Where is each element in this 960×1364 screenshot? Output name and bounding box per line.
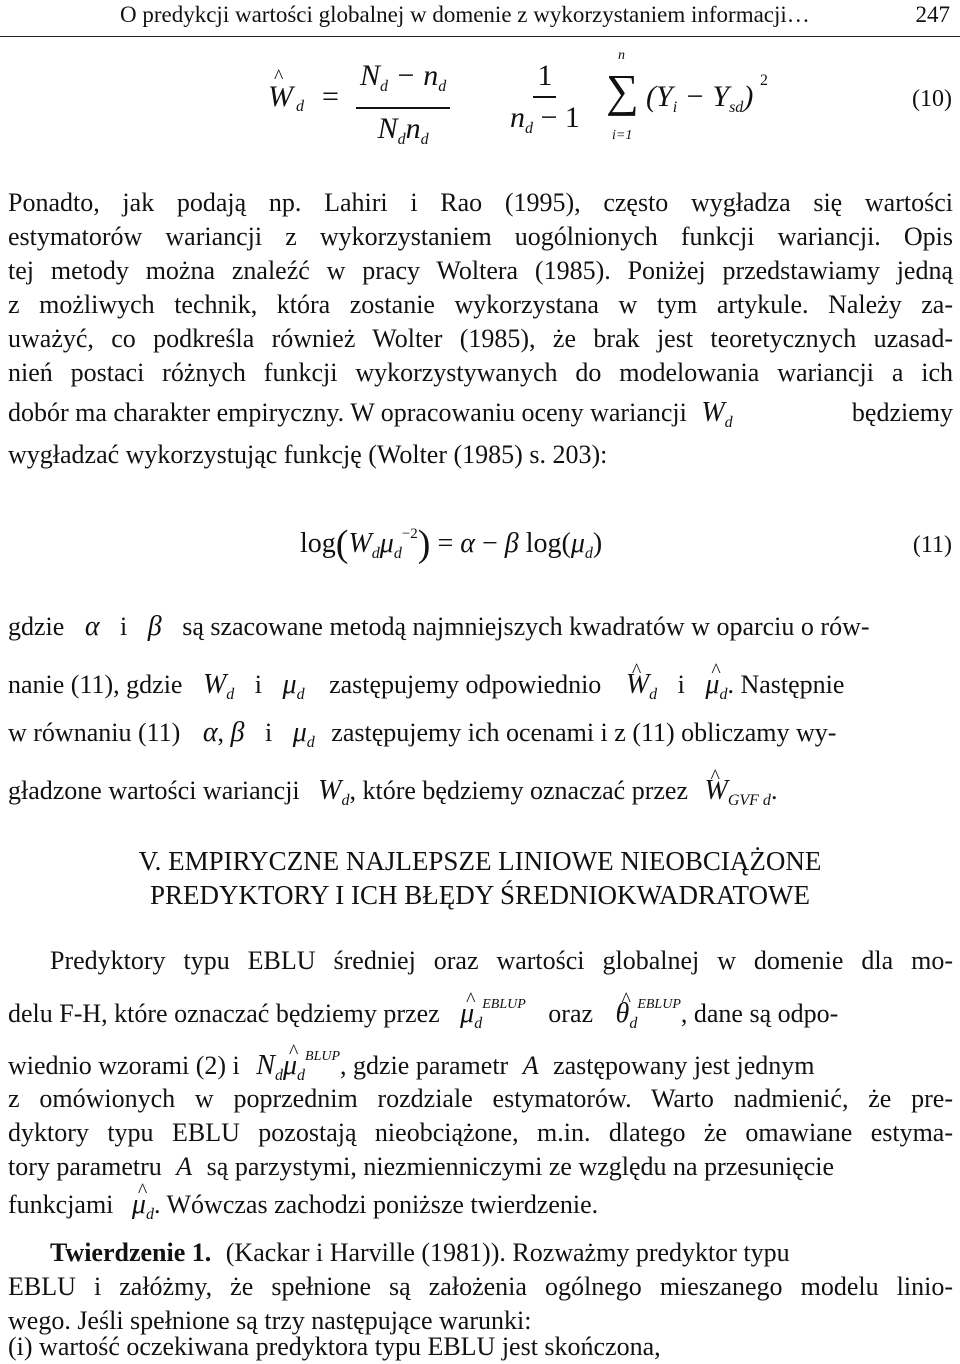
running-title: O predykcji wartości globalnej w domenie z wykorzystaniem informacji…: [120, 2, 810, 27]
text-line: z możliwych technik, która zostanie wykorzystana w tym artykule. Należy za-: [8, 290, 953, 319]
text-line: funkcjami ^ $\mu_d$. Wówczas zachodzi poniższe twierdzenie.: [8, 1188, 953, 1232]
equation-11: $\log(W_d\mu_d^{-2}) = \alpha - \beta$ $\log(\mu_d)$: [300, 523, 603, 565]
theorem-line: Twierdzenie 1. (Kackar i Harville (1981)). Rozważmy predyktor typu: [50, 1238, 790, 1267]
text-line: estymatorów wariancji z wykorzystaniem uogólnionych funkcji wariancji. Opis: [8, 222, 953, 251]
text-line: Ponadto, jak podają np. Lahiri i Rao (1995), często wygładza się wartości: [8, 188, 953, 217]
running-header: [0, 0, 960, 37]
text-line: tory parametru A są parzystymi, niezmienniczymi ze względu na przesunięcie: [8, 1152, 835, 1181]
section-heading-line: PREDYKTORY I ICH BŁĘDY ŚREDNIOKWADRATOWE: [150, 880, 810, 910]
text-line: nień postaci różnych funkcji wykorzystywanych do modelowania wariancji a ich: [8, 358, 953, 387]
text-line: tej metody można znaleźć w pracy Woltera (1985). Poniżej przedstawiamy jedną: [8, 256, 953, 285]
text-line: Predyktory typu EBLU średniej oraz wartości globalnej w domenie dla mo-: [50, 946, 953, 975]
text-line: dyktory typu EBLU pozostają nieobciążone, m.in. dlatego że omawiane estyma-: [8, 1118, 953, 1147]
text-line: nanie (11), gdzie $W_d$ i $\mu_d$ zastępujemy odpowiednio ^ $W_d$ i ^ $\mu_d$. Następnie: [8, 668, 953, 712]
text-line: z omówionych w poprzednim rozdziale estymatorów. Warto nadmienić, że pre-: [8, 1084, 953, 1113]
equation-number-10: (10): [912, 86, 952, 112]
text-line: gdzie α i β są szacowane metodą najmniejszych kwadratów w oparciu o rów-: [8, 611, 870, 642]
text-line: w równaniu (11) α, β i $\mu_d$ zastępujemy ich ocenami i z (11) obliczamy wy-: [8, 717, 837, 751]
page-number: 247: [915, 2, 950, 27]
text-line: gładzone wartości wariancji $W_d$, które będziemy oznaczać przez ^ $W_{GVF d}$.: [8, 774, 953, 818]
equation-number-11: (11): [912, 532, 952, 558]
text-line: dobór ma charakter empiryczny. W opracowaniu oceny wariancji $W_d$ będziemy: [8, 397, 953, 431]
page: O predykcji wartości globalnej w domenie z wykorzystaniem informacji… 247 ^ W d = $N_d - n_d$ $N_dn_d$ $\frac{1}{n_d - 1}$ ∑ n i=1 $(Y_i - Y_{sd})$ 2 (10) Ponadto, jak podają np. Lahiri i Rao (1995), często wygładza się wartości estymatorów wariancji z wykorzystaniem uogólnionych funkcji wariancji. Opis tej metody można znaleźć w pracy Woltera (1985). Poniżej przedstawiamy jedną z możliwych technik, która zostanie wykorzystana w tym artykule. Należy za- uważyć, co podkreśla również Wolter (1985), że brak jest teoretycznych uzasad- nień postaci różnych funkcji wykorzystywanych do modelowania wariancji a ich dobór ma charakter empiryczny. W opracowaniu oceny wariancji $W_d$ będziemy wygładzać wykorzystując funkcję (Wolter (1985) s. 203): $\log(W_d\mu_d^{-2}) = \alpha - \beta$ $\log(\mu_d)$ (11) gdzie α i β są szacowane metodą najmniejszych kwadratów w oparciu o rów- nanie (11), gdzie $W_d$ i $\mu_d$ zastępujemy odpowiednio ^ $W_d$ i ^ $\mu_d$. Następnie w równaniu (11) α, β i $\mu_d$ zastępujemy ich ocenami i z (11) obliczamy wy- gładzone wartości wariancji $W_d$, które będziemy oznaczać przez ^ $W_{GVF d}$. V. EMPIRYCZNE NAJLEPSZE LINIOWE NIEOBCIĄŻONE PREDYKTORY I ICH BŁĘDY ŚREDNIOKWADRATOWE Predyktory typu EBLU średniej oraz wartości globalnej w domenie dla mo- delu F-H, które oznaczać będziemy przez ^ $\mu_d^{EBLUP}$ oraz ^ $\theta_d^{EBLUP}$, dane są odpo- wiednio wzorami (2) i $N_d\^{}$ $\mu_d^{BLUP}$, gdzie parametr A zastępowany jest jednym z omówionych w poprzednim rozdziale estymatorów. Warto nadmienić, że pre- dyktory typu EBLU pozostają nieobciążone, m.in. dlatego że omawiane estyma- tory parametru A są parzystymi, niezmienniczymi ze względu na przesunięcie funkcjami ^ $\mu_d$. Wówczas zachodzi poniższe twierdzenie. Twierdzenie 1. (Kackar i Harville (1981)). Rozważmy predyktor typu EBLU i załóżmy, że spełnione są założenia ogólnego mieszanego modelu linio- wego. Jeśli spełnione są trzy następujące warunki: (i) wartość oczekiwana predyktora typu EBLU jest skończona,: [0, 0, 960, 1363]
theorem-label: Twierdzenie 1.: [50, 1238, 212, 1267]
text-line: delu F-H, które oznaczać będziemy przez ^ $\mu_d^{EBLUP}$ oraz ^ $\theta_d^{EBLUP}$, dane są odpo-: [8, 988, 953, 1041]
section-heading-line: V. EMPIRYCZNE NAJLEPSZE LINIOWE NIEOBCIĄŻONE: [138, 846, 822, 876]
text-line: uważyć, co podkreśla również Wolter (1985), że brak jest teoretycznych uzasad-: [8, 324, 953, 353]
text-line: wiednio wzorami (2) i $N_d\^{}$ $\mu_d^{BLUP}$, gdzie parametr A zastępowany jest jednym: [8, 1040, 953, 1093]
text-line: wego. Jeśli spełnione są trzy następujące warunki:: [8, 1306, 532, 1335]
text-line: EBLU i załóżmy, że spełnione są założenia ogólnego mieszanego modelu linio-: [8, 1272, 953, 1301]
text-line: wygładzać wykorzystując funkcję (Wolter (1985) s. 203):: [8, 440, 608, 469]
text-line: (i) wartość oczekiwana predyktora typu EBLU jest skończona,: [8, 1332, 661, 1361]
